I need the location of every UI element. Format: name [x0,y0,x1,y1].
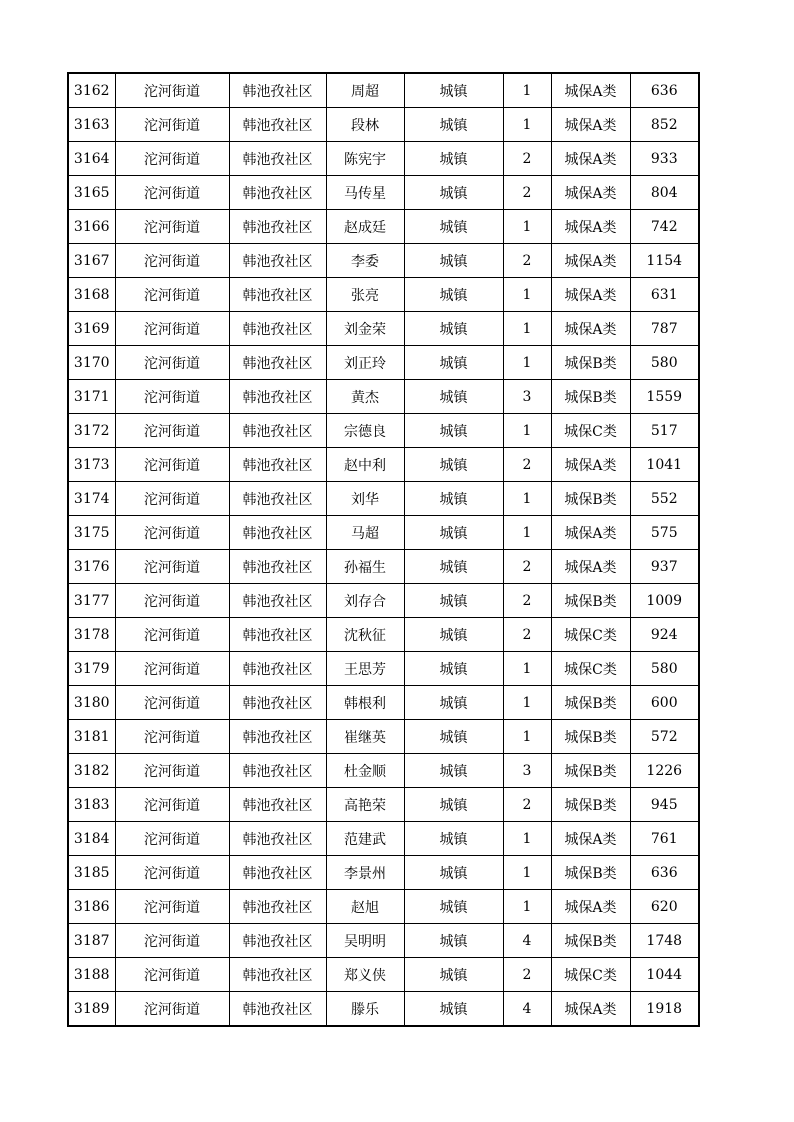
area-type-cell: 城镇 [404,380,503,414]
area-type-cell: 城镇 [404,856,503,890]
amount-cell: 1918 [630,992,699,1027]
household-size-cell: 2 [503,618,551,652]
insurance-category-cell: 城保A类 [551,73,630,108]
street-cell: 沱河街道 [115,142,229,176]
street-cell: 沱河街道 [115,346,229,380]
household-size-cell: 1 [503,482,551,516]
community-cell: 韩池孜社区 [229,856,326,890]
insurance-category-cell: 城保C类 [551,958,630,992]
household-size-cell: 1 [503,890,551,924]
street-cell: 沱河街道 [115,754,229,788]
table-row [68,550,699,584]
insurance-category-cell: 城保A类 [551,176,630,210]
community-cell: 韩池孜社区 [229,754,326,788]
table-row [68,244,699,278]
street-cell: 沱河街道 [115,108,229,142]
street-cell: 沱河街道 [115,380,229,414]
amount-cell: 852 [630,108,699,142]
area-type-cell: 城镇 [404,448,503,482]
amount-cell: 1154 [630,244,699,278]
street-cell: 沱河街道 [115,686,229,720]
amount-cell: 1041 [630,448,699,482]
amount-cell: 1044 [630,958,699,992]
person-name-cell: 赵成廷 [326,210,404,244]
household-size-cell: 1 [503,686,551,720]
table-row [68,890,699,924]
record-id-cell: 3189 [68,992,115,1027]
community-cell: 韩池孜社区 [229,652,326,686]
insurance-category-cell: 城保A类 [551,210,630,244]
record-id-cell: 3169 [68,312,115,346]
insurance-category-cell: 城保B类 [551,788,630,822]
community-cell: 韩池孜社区 [229,550,326,584]
area-type-cell: 城镇 [404,550,503,584]
amount-cell: 945 [630,788,699,822]
table-row [68,176,699,210]
street-cell: 沱河街道 [115,210,229,244]
insurance-category-cell: 城保A类 [551,108,630,142]
amount-cell: 636 [630,856,699,890]
street-cell: 沱河街道 [115,890,229,924]
street-cell: 沱河街道 [115,312,229,346]
insurance-category-cell: 城保A类 [551,550,630,584]
insurance-category-cell: 城保B类 [551,754,630,788]
community-cell: 韩池孜社区 [229,482,326,516]
table-row [68,142,699,176]
household-size-cell: 2 [503,550,551,584]
table-row [68,278,699,312]
person-name-cell: 刘存合 [326,584,404,618]
street-cell: 沱河街道 [115,652,229,686]
table-row [68,958,699,992]
person-name-cell: 滕乐 [326,992,404,1027]
area-type-cell: 城镇 [404,73,503,108]
person-name-cell: 刘金荣 [326,312,404,346]
amount-cell: 620 [630,890,699,924]
household-size-cell: 1 [503,312,551,346]
person-name-cell: 马传星 [326,176,404,210]
amount-cell: 924 [630,618,699,652]
person-name-cell: 刘正玲 [326,346,404,380]
person-name-cell: 崔继英 [326,720,404,754]
community-cell: 韩池孜社区 [229,788,326,822]
household-size-cell: 1 [503,73,551,108]
table-row [68,992,699,1027]
area-type-cell: 城镇 [404,516,503,550]
insurance-category-cell: 城保C类 [551,652,630,686]
person-name-cell: 韩根利 [326,686,404,720]
street-cell: 沱河街道 [115,414,229,448]
insurance-category-cell: 城保A类 [551,822,630,856]
amount-cell: 600 [630,686,699,720]
table-row [68,210,699,244]
amount-cell: 933 [630,142,699,176]
household-size-cell: 1 [503,278,551,312]
street-cell: 沱河街道 [115,278,229,312]
community-cell: 韩池孜社区 [229,890,326,924]
table-row [68,856,699,890]
person-name-cell: 杜金顺 [326,754,404,788]
street-cell: 沱河街道 [115,958,229,992]
household-size-cell: 1 [503,856,551,890]
insurance-category-cell: 城保A类 [551,142,630,176]
record-id-cell: 3183 [68,788,115,822]
area-type-cell: 城镇 [404,176,503,210]
person-name-cell: 赵旭 [326,890,404,924]
record-id-cell: 3185 [68,856,115,890]
community-cell: 韩池孜社区 [229,210,326,244]
street-cell: 沱河街道 [115,244,229,278]
insurance-category-cell: 城保B类 [551,584,630,618]
community-cell: 韩池孜社区 [229,958,326,992]
area-type-cell: 城镇 [404,890,503,924]
record-id-cell: 3188 [68,958,115,992]
area-type-cell: 城镇 [404,924,503,958]
insurance-category-cell: 城保B类 [551,380,630,414]
amount-cell: 1559 [630,380,699,414]
street-cell: 沱河街道 [115,176,229,210]
household-size-cell: 2 [503,176,551,210]
household-size-cell: 1 [503,516,551,550]
street-cell: 沱河街道 [115,992,229,1027]
community-cell: 韩池孜社区 [229,516,326,550]
insurance-category-cell: 城保B类 [551,720,630,754]
person-name-cell: 黄杰 [326,380,404,414]
household-size-cell: 3 [503,754,551,788]
record-id-cell: 3184 [68,822,115,856]
community-cell: 韩池孜社区 [229,414,326,448]
person-name-cell: 段林 [326,108,404,142]
table-row [68,380,699,414]
amount-cell: 636 [630,73,699,108]
community-cell: 韩池孜社区 [229,108,326,142]
insurance-category-cell: 城保B类 [551,686,630,720]
community-cell: 韩池孜社区 [229,142,326,176]
street-cell: 沱河街道 [115,584,229,618]
record-id-cell: 3187 [68,924,115,958]
community-cell: 韩池孜社区 [229,176,326,210]
street-cell: 沱河街道 [115,924,229,958]
table-row [68,720,699,754]
household-size-cell: 4 [503,924,551,958]
table-row [68,448,699,482]
area-type-cell: 城镇 [404,278,503,312]
amount-cell: 572 [630,720,699,754]
area-type-cell: 城镇 [404,788,503,822]
amount-cell: 631 [630,278,699,312]
household-size-cell: 1 [503,346,551,380]
insurance-category-cell: 城保C类 [551,618,630,652]
record-id-cell: 3186 [68,890,115,924]
person-name-cell: 马超 [326,516,404,550]
area-type-cell: 城镇 [404,720,503,754]
record-id-cell: 3168 [68,278,115,312]
household-size-cell: 1 [503,108,551,142]
street-cell: 沱河街道 [115,856,229,890]
household-size-cell: 2 [503,244,551,278]
person-name-cell: 宗德良 [326,414,404,448]
amount-cell: 1748 [630,924,699,958]
community-cell: 韩池孜社区 [229,584,326,618]
community-cell: 韩池孜社区 [229,720,326,754]
amount-cell: 1009 [630,584,699,618]
area-type-cell: 城镇 [404,584,503,618]
area-type-cell: 城镇 [404,312,503,346]
community-cell: 韩池孜社区 [229,346,326,380]
area-type-cell: 城镇 [404,618,503,652]
table-row [68,788,699,822]
community-cell: 韩池孜社区 [229,73,326,108]
community-cell: 韩池孜社区 [229,686,326,720]
street-cell: 沱河街道 [115,73,229,108]
street-cell: 沱河街道 [115,482,229,516]
household-size-cell: 4 [503,992,551,1027]
insurance-category-cell: 城保A类 [551,278,630,312]
amount-cell: 761 [630,822,699,856]
community-cell: 韩池孜社区 [229,244,326,278]
area-type-cell: 城镇 [404,210,503,244]
street-cell: 沱河街道 [115,822,229,856]
person-name-cell: 张亮 [326,278,404,312]
insurance-category-cell: 城保A类 [551,992,630,1027]
table-row [68,482,699,516]
table-row [68,584,699,618]
table-row [68,652,699,686]
table-row [68,414,699,448]
household-size-cell: 2 [503,448,551,482]
amount-cell: 580 [630,652,699,686]
table-row [68,516,699,550]
community-cell: 韩池孜社区 [229,618,326,652]
record-id-cell: 3163 [68,108,115,142]
household-size-cell: 2 [503,788,551,822]
insurance-category-cell: 城保A类 [551,516,630,550]
household-size-cell: 1 [503,414,551,448]
record-id-cell: 3177 [68,584,115,618]
record-id-cell: 3181 [68,720,115,754]
household-size-cell: 3 [503,380,551,414]
area-type-cell: 城镇 [404,414,503,448]
person-name-cell: 吴明明 [326,924,404,958]
community-cell: 韩池孜社区 [229,312,326,346]
record-id-cell: 3178 [68,618,115,652]
area-type-cell: 城镇 [404,652,503,686]
street-cell: 沱河街道 [115,618,229,652]
area-type-cell: 城镇 [404,958,503,992]
household-size-cell: 2 [503,142,551,176]
insurance-category-cell: 城保B类 [551,482,630,516]
person-name-cell: 李委 [326,244,404,278]
table-row [68,618,699,652]
records-table [67,72,700,1027]
person-name-cell: 李景州 [326,856,404,890]
street-cell: 沱河街道 [115,550,229,584]
insurance-category-cell: 城保A类 [551,448,630,482]
household-size-cell: 1 [503,652,551,686]
record-id-cell: 3164 [68,142,115,176]
insurance-category-cell: 城保A类 [551,312,630,346]
insurance-category-cell: 城保A类 [551,890,630,924]
area-type-cell: 城镇 [404,686,503,720]
amount-cell: 1226 [630,754,699,788]
record-id-cell: 3182 [68,754,115,788]
household-size-cell: 1 [503,822,551,856]
amount-cell: 575 [630,516,699,550]
record-id-cell: 3175 [68,516,115,550]
area-type-cell: 城镇 [404,142,503,176]
records-body [68,73,699,1026]
insurance-category-cell: 城保B类 [551,856,630,890]
record-id-cell: 3165 [68,176,115,210]
community-cell: 韩池孜社区 [229,822,326,856]
table-row [68,924,699,958]
household-size-cell: 1 [503,720,551,754]
area-type-cell: 城镇 [404,482,503,516]
community-cell: 韩池孜社区 [229,924,326,958]
amount-cell: 580 [630,346,699,380]
household-size-cell: 2 [503,958,551,992]
insurance-category-cell: 城保C类 [551,414,630,448]
person-name-cell: 王思芳 [326,652,404,686]
record-id-cell: 3176 [68,550,115,584]
person-name-cell: 陈宪宇 [326,142,404,176]
amount-cell: 937 [630,550,699,584]
street-cell: 沱河街道 [115,720,229,754]
table-row [68,754,699,788]
community-cell: 韩池孜社区 [229,278,326,312]
amount-cell: 787 [630,312,699,346]
record-id-cell: 3180 [68,686,115,720]
record-id-cell: 3172 [68,414,115,448]
area-type-cell: 城镇 [404,822,503,856]
area-type-cell: 城镇 [404,108,503,142]
table-row [68,312,699,346]
area-type-cell: 城镇 [404,346,503,380]
amount-cell: 517 [630,414,699,448]
community-cell: 韩池孜社区 [229,992,326,1027]
street-cell: 沱河街道 [115,516,229,550]
household-size-cell: 1 [503,210,551,244]
person-name-cell: 郑义侠 [326,958,404,992]
table-row [68,822,699,856]
area-type-cell: 城镇 [404,244,503,278]
table-row [68,346,699,380]
amount-cell: 742 [630,210,699,244]
person-name-cell: 孙福生 [326,550,404,584]
insurance-category-cell: 城保B类 [551,924,630,958]
record-id-cell: 3162 [68,73,115,108]
insurance-category-cell: 城保B类 [551,346,630,380]
community-cell: 韩池孜社区 [229,448,326,482]
record-id-cell: 3167 [68,244,115,278]
amount-cell: 552 [630,482,699,516]
street-cell: 沱河街道 [115,448,229,482]
record-id-cell: 3173 [68,448,115,482]
area-type-cell: 城镇 [404,754,503,788]
record-id-cell: 3170 [68,346,115,380]
record-id-cell: 3171 [68,380,115,414]
person-name-cell: 沈秋征 [326,618,404,652]
person-name-cell: 范建武 [326,822,404,856]
area-type-cell: 城镇 [404,992,503,1027]
record-id-cell: 3179 [68,652,115,686]
table-row [68,73,699,108]
table-row [68,108,699,142]
household-size-cell: 2 [503,584,551,618]
person-name-cell: 刘华 [326,482,404,516]
community-cell: 韩池孜社区 [229,380,326,414]
person-name-cell: 赵中利 [326,448,404,482]
street-cell: 沱河街道 [115,788,229,822]
person-name-cell: 周超 [326,73,404,108]
amount-cell: 804 [630,176,699,210]
table-row [68,686,699,720]
person-name-cell: 高艳荣 [326,788,404,822]
record-id-cell: 3166 [68,210,115,244]
insurance-category-cell: 城保A类 [551,244,630,278]
record-id-cell: 3174 [68,482,115,516]
